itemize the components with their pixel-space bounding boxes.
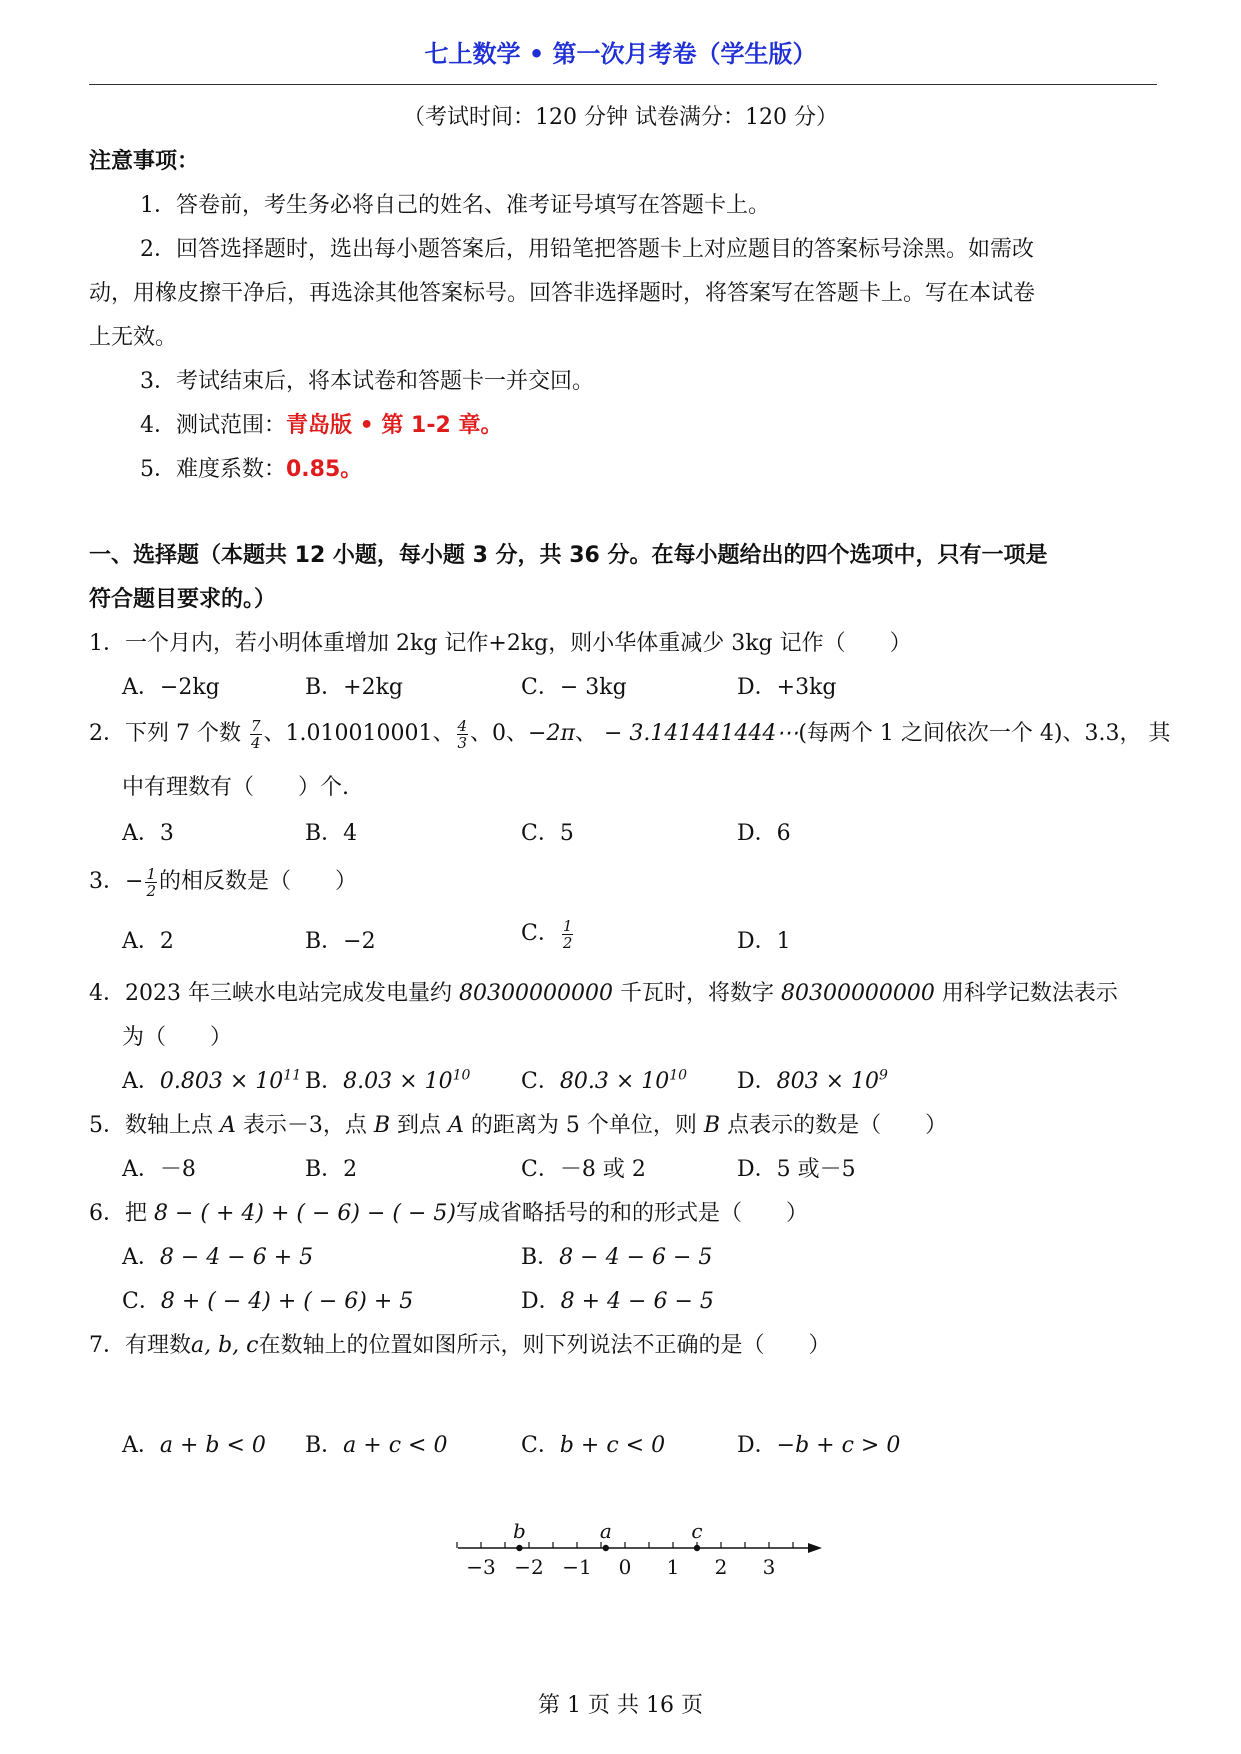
number-line-arrow	[808, 1543, 822, 1553]
question-7-option-b	[305, 1428, 447, 1459]
number-line-figure	[450, 1516, 830, 1586]
frac-numerator: 1	[562, 916, 573, 935]
question-6-stem	[89, 1196, 808, 1227]
question-2-stem-line-1	[89, 716, 1170, 751]
question-4-option-c	[521, 1064, 687, 1095]
question-4-option-a	[122, 1064, 301, 1095]
q4-number-1: 80300000000	[458, 981, 613, 1006]
note-item-5	[140, 452, 362, 483]
q7-variables: a, b, c	[191, 1333, 259, 1358]
question-4-stem-line-1	[89, 976, 1118, 1007]
option-exponent: 9	[879, 1067, 888, 1084]
fraction-4-3	[457, 718, 469, 751]
option-base: 803 × 10	[776, 1069, 880, 1094]
point-b-label: B	[373, 1113, 391, 1138]
note-item-2-line-3: 上无效。	[89, 325, 178, 350]
q4-number-2: 80300000000	[780, 981, 935, 1006]
frac-denominator: 2	[146, 881, 156, 900]
option-exponent: 10	[669, 1067, 688, 1084]
q7-text: 在数轴上的位置如图所示，则下列说法不正确的是（ ）	[258, 1333, 831, 1358]
fraction-1-2	[145, 866, 157, 899]
question-4-option-b	[305, 1064, 470, 1095]
question-2-stem-line-2: 中有理数有（ ）个.	[122, 775, 349, 800]
number-line-tick-label: 1	[666, 1555, 680, 1579]
note-item-2-line-2: 动，用橡皮擦干净后，再选涂其他答案标号。回答非选择题时，将答案写在答题卡上。写在本试卷	[89, 281, 1036, 306]
difficulty-value: 0.85。	[286, 457, 363, 482]
fraction-7-4	[250, 718, 262, 751]
question-5-stem	[89, 1108, 947, 1139]
header-divider	[89, 84, 1157, 85]
point-a	[603, 1545, 609, 1551]
question-6-option-b	[521, 1240, 712, 1271]
question-5-option-c: C．－8 或 2	[521, 1157, 646, 1182]
point-a-label: a	[599, 1519, 612, 1543]
fraction-1-2	[562, 918, 574, 951]
option-expression: −b + c > 0	[776, 1433, 901, 1458]
option-expression: a + b < 0	[159, 1433, 266, 1458]
question-2-option-b: B．4	[305, 821, 358, 846]
number-line-points	[513, 1519, 703, 1551]
q3-suffix: 的相反数是（ ）	[158, 869, 357, 894]
option-label: B．	[305, 1069, 344, 1094]
option-label: D．	[737, 1069, 777, 1094]
q2-suffix: (每两个 1 之间依次一个 4)、3.3， 其	[798, 721, 1171, 746]
q2-mid-1: 、1.010010001、	[263, 721, 455, 746]
q2-long-number: − 3.141441444⋯	[603, 721, 799, 746]
q5-text: 到点	[390, 1113, 449, 1138]
q2-mid-3: 、	[574, 721, 604, 746]
option-label: B．	[305, 1433, 344, 1458]
note-item-3: 3．考试结束后，将本试卷和答题卡一并交回。	[140, 369, 594, 394]
option-label: C．	[122, 1289, 161, 1314]
note-item-2-line-1: 2．回答选择题时，选出每小题答案后，用铅笔把答题卡上对应题目的答案标号涂黑。如需改	[140, 237, 1035, 262]
option-exponent: 11	[283, 1067, 302, 1084]
option-base: 80.3 × 10	[559, 1069, 670, 1094]
option-base: 8.03 × 10	[343, 1069, 453, 1094]
point-c	[694, 1545, 700, 1551]
option-exponent: 10	[452, 1067, 471, 1084]
number-line-tick-label: 3	[762, 1555, 776, 1579]
question-7-option-d	[737, 1428, 900, 1459]
number-line-tick-label: −2	[514, 1555, 544, 1579]
note-item-4-prefix: 4．测试范围：	[140, 413, 286, 438]
frac-denominator: 4	[250, 733, 261, 752]
frac-denominator: 2	[562, 933, 573, 952]
q5-text: 点表示的数是（ ）	[720, 1113, 948, 1138]
number-line-tick-label: 0	[618, 1555, 632, 1579]
q6-text: 写成省略括号的和的形式是（ ）	[456, 1201, 809, 1226]
option-expression: 8 − 4 − 6 + 5	[159, 1245, 314, 1270]
question-2-option-c: C．5	[521, 821, 574, 846]
question-5-option-a: A．－8	[122, 1157, 196, 1182]
q7-text: 7．有理数	[89, 1333, 191, 1358]
option-label: C．	[521, 1069, 560, 1094]
q6-expression: 8 − ( + 4) + ( − 6) − ( − 5)	[154, 1201, 457, 1226]
q4-text-b: 千瓦时，将数字	[612, 981, 781, 1006]
point-a-label: A	[448, 1113, 464, 1138]
question-4-option-d	[737, 1064, 888, 1095]
option-base: 0.803 × 10	[159, 1069, 284, 1094]
frac-numerator: 4	[457, 716, 468, 735]
frac-denominator: 3	[457, 733, 468, 752]
q5-text: 5．数轴上点	[89, 1113, 220, 1138]
question-3-option-b: B．−2	[305, 929, 376, 954]
q4-text-c: 用科学记数法表示	[934, 981, 1118, 1006]
question-1-stem: 1．一个月内，若小明体重增加 2kg 记作+2kg，则小华体重减少 3kg 记作（ ）	[89, 631, 912, 656]
question-2-option-a: A．3	[122, 821, 174, 846]
question-5-option-b: B．2	[305, 1157, 358, 1182]
q2-neg-2pi: −2π	[528, 721, 575, 746]
option-label: D．	[737, 1433, 777, 1458]
q6-text: 6．把	[89, 1201, 154, 1226]
note-item-1: 1．答卷前，考生务必将自己的姓名、准考证号填写在答题卡上。	[140, 193, 770, 218]
option-label: C．	[521, 921, 560, 946]
point-a-label: A	[220, 1113, 236, 1138]
q2-mid-2: 、0、	[470, 721, 529, 746]
q5-text: 表示－3，点	[235, 1113, 374, 1138]
question-4-stem-line-2: 为（ ）	[122, 1025, 233, 1050]
test-scope: 青岛版 • 第 1-2 章。	[286, 413, 503, 438]
question-6-option-d	[521, 1284, 714, 1315]
point-c-label: c	[691, 1519, 703, 1543]
section-1-heading-line-2: 符合题目要求的。）	[89, 587, 277, 612]
section-1-heading-line-1: 一、选择题（本题共 12 小题，每小题 3 分，共 36 分。在每小题给出的四个选项中，只有一项是	[89, 543, 1048, 568]
point-b	[516, 1545, 522, 1551]
number-line-tick-label: −1	[562, 1555, 592, 1579]
option-expression: a + c < 0	[343, 1433, 448, 1458]
option-expression: 8 + 4 − 6 − 5	[560, 1289, 714, 1314]
frac-numerator: 1	[146, 864, 156, 883]
option-label: A．	[122, 1245, 160, 1270]
option-label: A．	[122, 1433, 160, 1458]
point-b-label: b	[512, 1519, 526, 1543]
note-item-4	[140, 408, 502, 439]
q5-text: 的距离为 5 个单位，则	[463, 1113, 704, 1138]
option-expression: b + c < 0	[559, 1433, 666, 1458]
frac-numerator: 7	[250, 716, 261, 735]
option-label: B．	[521, 1245, 560, 1270]
exam-info: （考试时间：120 分钟 试卷满分：120 分）	[403, 105, 838, 130]
q3-prefix: 3．−	[89, 869, 144, 894]
question-1-option-b: B．+2kg	[305, 675, 404, 700]
question-3-option-c	[521, 916, 575, 951]
question-7-option-a	[122, 1428, 266, 1459]
q4-text-a: 4．2023 年三峡水电站完成发电量约	[89, 981, 459, 1006]
notes-heading: 注意事项：	[89, 149, 200, 174]
page-footer: 第 1 页 共 16 页	[538, 1693, 703, 1718]
question-3-option-d: D．1	[737, 929, 791, 954]
question-6-option-c	[122, 1284, 413, 1315]
question-1-option-d: D．+3kg	[737, 675, 837, 700]
option-label: D．	[521, 1289, 561, 1314]
question-5-option-d: D．5 或－5	[737, 1157, 856, 1182]
number-line-tick-label: 2	[714, 1555, 728, 1579]
question-3-option-a: A．2	[122, 929, 174, 954]
question-1-option-a: A．−2kg	[122, 675, 220, 700]
question-7-stem	[89, 1328, 831, 1359]
point-b-label: B	[703, 1113, 721, 1138]
option-expression: 8 + ( − 4) + ( − 6) + 5	[160, 1289, 414, 1314]
question-3-stem	[89, 864, 357, 899]
note-item-5-prefix: 5．难度系数：	[140, 457, 286, 482]
number-line-tick-label: −3	[466, 1555, 496, 1579]
question-1-option-c: C．− 3kg	[521, 675, 627, 700]
q2-prefix: 2．下列 7 个数	[89, 721, 248, 746]
page-title: 七上数学 • 第一次月考卷（学生版）	[424, 40, 817, 68]
question-6-option-a	[122, 1240, 313, 1271]
question-2-option-d: D．6	[737, 821, 791, 846]
option-label: A．	[122, 1069, 160, 1094]
option-expression: 8 − 4 − 6 − 5	[559, 1245, 713, 1270]
option-label: C．	[521, 1433, 560, 1458]
question-7-option-c	[521, 1428, 665, 1459]
